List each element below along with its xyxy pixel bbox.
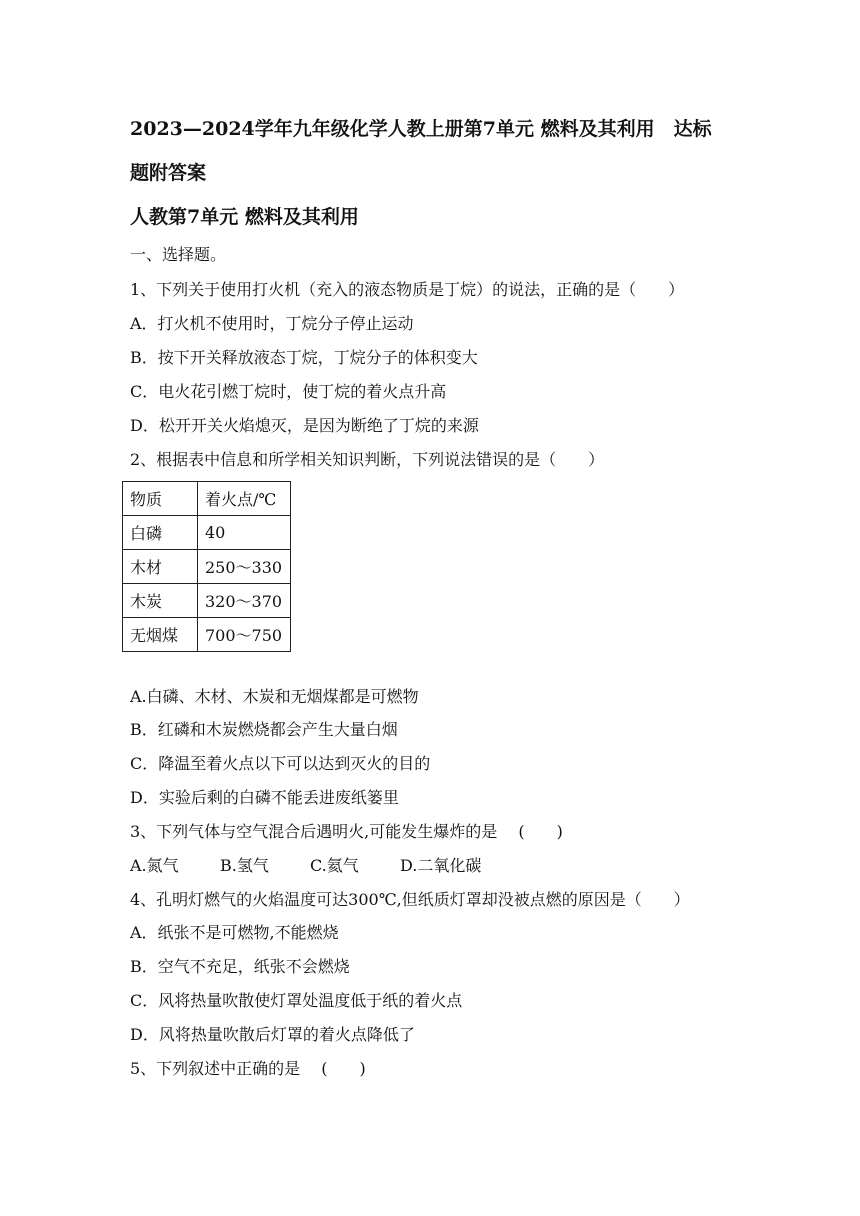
table-cell: 250～330 bbox=[198, 550, 291, 584]
question-5-stem: 5、下列叙述中正确的是 ( ) bbox=[130, 1059, 366, 1078]
question-2-option-c: C．降温至着火点以下可以达到灭火的目的 bbox=[130, 754, 431, 773]
table-header-cell: 物质 bbox=[123, 482, 198, 516]
table-row bbox=[123, 618, 291, 652]
question-3-option-b: B.氢气 bbox=[220, 856, 269, 875]
question-1-option-d: D．松开开关火焰熄灭，是因为断绝了丁烷的来源 bbox=[130, 416, 479, 435]
table-cell: 40 bbox=[198, 516, 291, 550]
question-2-option-b: B．红磷和木炭燃烧都会产生大量白烟 bbox=[130, 720, 398, 739]
question-4-stem: 4、孔明灯燃气的火焰温度可达300℃,但纸质灯罩却没被点燃的原因是（ ） bbox=[130, 890, 690, 909]
question-3-stem: 3、下列气体与空气混合后遇明火,可能发生爆炸的是 ( ) bbox=[130, 822, 563, 841]
table-cell: 320～370 bbox=[198, 584, 291, 618]
question-2-stem: 2、根据表中信息和所学相关知识判断，下列说法错误的是（ ） bbox=[130, 450, 605, 469]
question-3-option-d: D.二氧化碳 bbox=[400, 856, 482, 875]
question-1-option-c: C．电火花引燃丁烷时，使丁烷的着火点升高 bbox=[130, 382, 447, 401]
table-cell: 木炭 bbox=[123, 584, 198, 618]
question-1-stem: 1、下列关于使用打火机（充入的液态物质是丁烷）的说法，正确的是（ ） bbox=[130, 280, 685, 299]
question-2-option-d: D．实验后剩的白磷不能丢进废纸篓里 bbox=[130, 788, 399, 807]
table-header-cell: 着火点/℃ bbox=[198, 482, 291, 516]
table-cell: 白磷 bbox=[123, 516, 198, 550]
question-2-option-a: A.白磷、木材、木炭和无烟煤都是可燃物 bbox=[130, 687, 419, 706]
table-row bbox=[123, 584, 291, 618]
section-title: 人教第7单元 燃料及其利用 bbox=[130, 206, 359, 228]
part-heading: 一、选择题。 bbox=[130, 245, 227, 264]
table-cell: 700～750 bbox=[198, 618, 291, 652]
table-cell: 木材 bbox=[123, 550, 198, 584]
question-3-option-a: A.氮气 bbox=[130, 856, 179, 875]
table-row bbox=[123, 516, 291, 550]
question-4-option-d: D．风将热量吹散后灯罩的着火点降低了 bbox=[130, 1025, 415, 1044]
document-title-line-2: 题附答案 bbox=[130, 162, 207, 184]
ignition-point-table bbox=[122, 481, 291, 652]
question-4-option-a: A．纸张不是可燃物,不能燃烧 bbox=[130, 923, 339, 942]
question-4-option-b: B．空气不充足，纸张不会燃烧 bbox=[130, 957, 350, 976]
question-1-option-b: B．按下开关释放液态丁烷，丁烷分子的体积变大 bbox=[130, 348, 478, 367]
table-row bbox=[123, 550, 291, 584]
table-header-row bbox=[123, 482, 291, 516]
question-4-option-c: C．风将热量吹散使灯罩处温度低于纸的着火点 bbox=[130, 991, 463, 1010]
document-title-line-1: 2023—2024学年九年级化学人教上册第7单元 燃料及其利用 达标 bbox=[130, 118, 712, 140]
question-3-options bbox=[130, 855, 481, 877]
question-1-option-a: A．打火机不使用时，丁烷分子停止运动 bbox=[130, 314, 414, 333]
question-3-option-c: C.氦气 bbox=[310, 856, 359, 875]
table-cell: 无烟煤 bbox=[123, 618, 198, 652]
